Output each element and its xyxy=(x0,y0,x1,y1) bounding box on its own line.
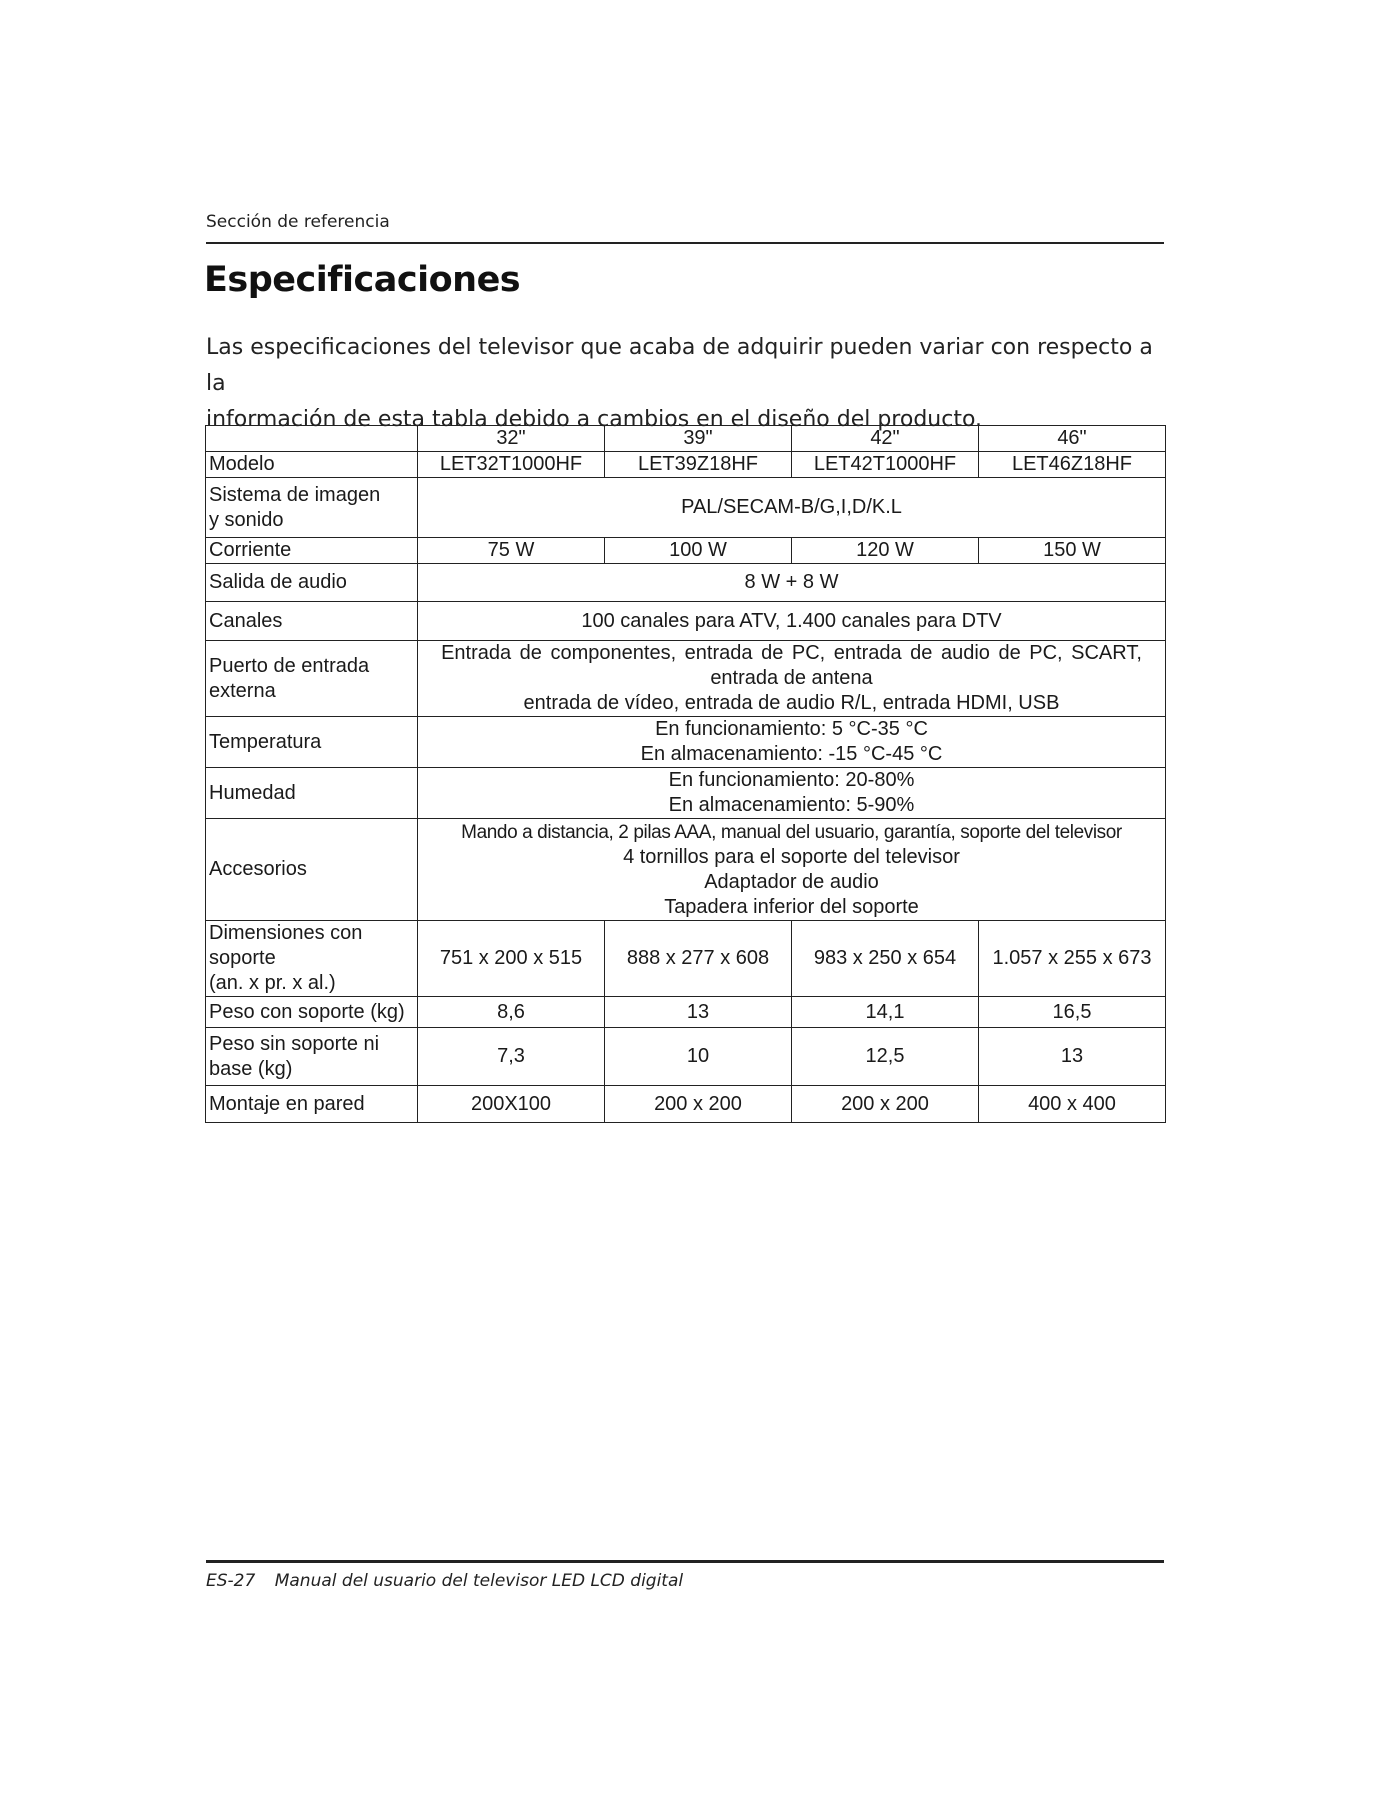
row-label: Montaje en pared xyxy=(206,1086,418,1123)
footer-title: Manual del usuario del televisor LED LCD digital xyxy=(274,1571,684,1591)
row-label: Corriente xyxy=(206,538,418,564)
table-row-puerto xyxy=(206,641,1166,717)
value-line: En almacenamiento: -15 °C-45 °C xyxy=(640,743,943,765)
value-line: entrada de vídeo, entrada de audio R/L, entrada HDMI, USB xyxy=(523,692,1060,714)
row-label: Canales xyxy=(206,602,418,641)
label-line: base (kg) xyxy=(209,1057,293,1080)
value-line: 4 tornillos para el soporte del televisor xyxy=(623,845,960,868)
row-label: Modelo xyxy=(206,452,418,478)
value-cell: 1.057 x 255 x 673 xyxy=(979,921,1166,997)
row-label: Humedad xyxy=(206,768,418,819)
value-line: entrada de antena xyxy=(710,667,873,689)
row-label xyxy=(206,641,418,717)
row-label xyxy=(206,1028,418,1086)
value-cell: 888 x 277 x 608 xyxy=(605,921,792,997)
header-rule xyxy=(206,242,1164,244)
value-line: En funcionamiento: 5 °C-35 °C xyxy=(655,718,928,740)
table-row-sistema xyxy=(206,478,1166,538)
table-row-dimensiones xyxy=(206,921,1166,997)
value-cell: 13 xyxy=(979,1028,1166,1086)
value-cell: 150 W xyxy=(979,538,1166,564)
merged-value-cell xyxy=(418,819,1166,921)
size-cell: 42" xyxy=(792,426,979,452)
value-cell: 400 x 400 xyxy=(979,1086,1166,1123)
label-line: Sistema de imagen xyxy=(209,483,381,506)
table-row-sizes xyxy=(206,426,1166,452)
value-cell: LET39Z18HF xyxy=(605,452,792,478)
table-row-montaje xyxy=(206,1086,1166,1123)
label-line: Dimensiones con xyxy=(209,922,363,944)
value-cell: LET32T1000HF xyxy=(418,452,605,478)
row-label: Salida de audio xyxy=(206,564,418,602)
section-header: Sección de referencia xyxy=(206,212,390,232)
value-line: Entrada de componentes, entrada de PC, entrada de audio de PC, SCART, xyxy=(441,642,1142,664)
value-cell: 751 x 200 x 515 xyxy=(418,921,605,997)
value-cell: 983 x 250 x 654 xyxy=(792,921,979,997)
intro-paragraph xyxy=(206,330,1166,438)
table-row-canales xyxy=(206,602,1166,641)
value-cell: 100 W xyxy=(605,538,792,564)
value-cell: LET46Z18HF xyxy=(979,452,1166,478)
merged-value-cell xyxy=(418,717,1166,768)
value-cell: 12,5 xyxy=(792,1028,979,1086)
label-line: (an. x pr. x al.) xyxy=(209,972,336,994)
label-line: Puerto de entrada xyxy=(209,654,370,677)
value-cell: LET42T1000HF xyxy=(792,452,979,478)
row-label: Accesorios xyxy=(206,819,418,921)
merged-value-cell: PAL/SECAM-B/G,I,D/K.L xyxy=(418,478,1166,538)
footer-rule xyxy=(206,1560,1164,1563)
table-corner-cell xyxy=(206,426,418,452)
value-cell: 200 x 200 xyxy=(792,1086,979,1123)
value-line: En almacenamiento: 5-90% xyxy=(668,794,915,816)
value-cell: 200 x 200 xyxy=(605,1086,792,1123)
label-line: y sonido xyxy=(209,508,284,531)
label-line: externa xyxy=(209,679,276,702)
page-footer xyxy=(206,1571,683,1591)
intro-line-2: información de esta tabla debido a cambios en el diseño del producto. xyxy=(206,407,983,432)
value-line: Mando a distancia, 2 pilas AAA, manual del usuario, garantía, soporte del televisor xyxy=(461,821,1122,843)
row-label xyxy=(206,478,418,538)
page-number: ES-27 xyxy=(206,1571,256,1591)
value-line: En funcionamiento: 20-80% xyxy=(668,769,915,791)
label-line: soporte xyxy=(209,947,276,969)
label-line: Peso sin soporte ni xyxy=(209,1032,380,1055)
specifications-table xyxy=(205,425,1166,1123)
row-label xyxy=(206,921,418,997)
value-cell: 120 W xyxy=(792,538,979,564)
table-row-modelo xyxy=(206,452,1166,478)
size-cell: 39" xyxy=(605,426,792,452)
table-row-temperatura xyxy=(206,717,1166,768)
table-row-peso-sin xyxy=(206,1028,1166,1086)
table-row-corriente xyxy=(206,538,1166,564)
value-cell: 200X100 xyxy=(418,1086,605,1123)
value-cell: 16,5 xyxy=(979,997,1166,1028)
table-row-accesorios xyxy=(206,819,1166,921)
table-row-salida-audio xyxy=(206,564,1166,602)
table-row-peso-con xyxy=(206,997,1166,1028)
table-row-humedad xyxy=(206,768,1166,819)
value-line: Adaptador de audio xyxy=(704,870,879,893)
merged-value-cell xyxy=(418,768,1166,819)
merged-value-cell: 100 canales para ATV, 1.400 canales para DTV xyxy=(418,602,1166,641)
size-cell: 46" xyxy=(979,426,1166,452)
value-cell: 14,1 xyxy=(792,997,979,1028)
page-title: Especificaciones xyxy=(204,260,521,300)
value-cell: 8,6 xyxy=(418,997,605,1028)
value-cell: 75 W xyxy=(418,538,605,564)
value-cell: 7,3 xyxy=(418,1028,605,1086)
value-cell: 13 xyxy=(605,997,792,1028)
intro-line-1: Las especificaciones del televisor que acaba de adquirir pueden variar con respecto a la xyxy=(206,335,1153,396)
value-cell: 10 xyxy=(605,1028,792,1086)
merged-value-cell xyxy=(418,641,1166,717)
merged-value-cell: 8 W + 8 W xyxy=(418,564,1166,602)
row-label: Peso con soporte (kg) xyxy=(206,997,418,1028)
row-label: Temperatura xyxy=(206,717,418,768)
value-line: Tapadera inferior del soporte xyxy=(664,895,919,918)
size-cell: 32" xyxy=(418,426,605,452)
